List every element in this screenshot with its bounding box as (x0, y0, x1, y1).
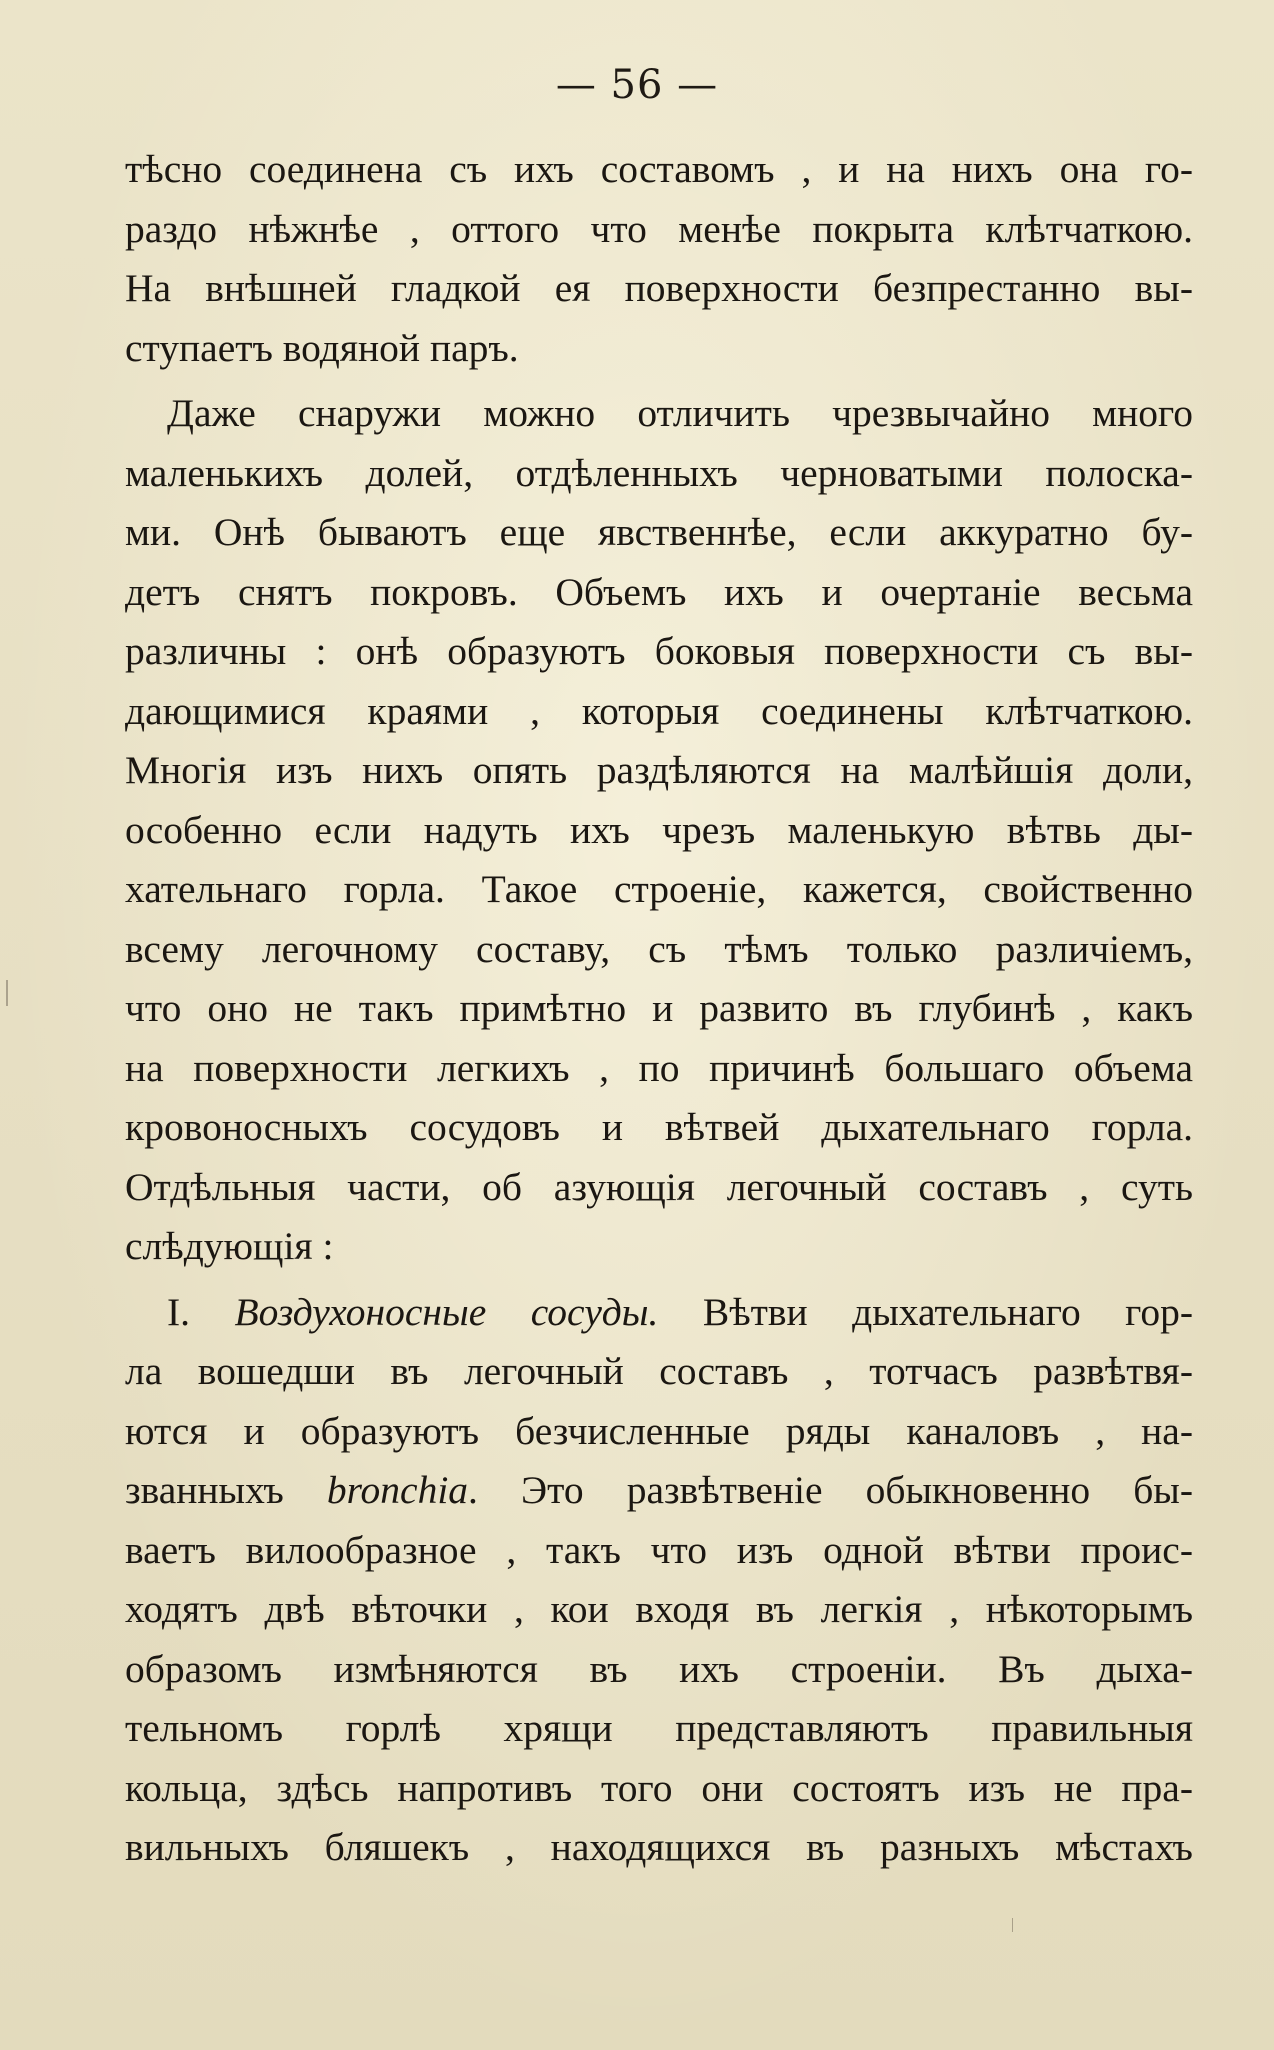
text-line: Даже снаружи можно отличить чрезвычайно много (167, 391, 1193, 435)
text-line: детъ снятъ покровъ. Объемъ ихъ и очертаніе весьма (125, 569, 1193, 614)
text-line: слѣдующія : (125, 1224, 334, 1268)
text-fragment: званныхъ (125, 1468, 284, 1512)
body-text (125, 140, 1193, 1878)
text-line (125, 1283, 1193, 1343)
section-numeral: I. (167, 1289, 191, 1334)
text-line: вильныхъ бляшекъ , находящихся въ разныхъ мѣстахъ (125, 1825, 1193, 1869)
text-line: особенно если надуть ихъ чрезъ маленькую вѣтвь ды- (125, 807, 1193, 852)
text-line: На внѣшней гладкой ея поверхности безпрестанно вы- (125, 266, 1193, 310)
text-line: ступаетъ водяной паръ. (125, 325, 519, 370)
text-line (125, 1461, 1193, 1521)
text-line: на поверхности легкихъ , по причинѣ большаго объема (125, 1045, 1193, 1090)
text-fragment: . Это развѣтвеніе обыкновенно бы- (468, 1468, 1193, 1512)
section-heading: Воздухоносные сосуды. (234, 1289, 659, 1334)
paragraph-1 (125, 140, 1193, 378)
text-line: ла вошедши въ легочный составъ , тотчасъ развѣтвя- (125, 1349, 1193, 1393)
text-line: Отдѣльныя части, об азующія легочный составъ , суть (125, 1164, 1193, 1209)
text-line: различны : онѣ образуютъ боковыя поверхности съ вы- (125, 629, 1193, 673)
text-line: образомъ измѣняются въ ихъ строеніи. Въ дыха- (125, 1646, 1193, 1691)
text-line: ми. Онѣ бываютъ еще явственнѣе, если аккуратно бу- (125, 510, 1193, 554)
latin-term: bronchia (326, 1468, 469, 1512)
text-line: что оно не такъ примѣтно и развито въ глубинѣ , какъ (125, 986, 1193, 1030)
paragraph-3 (125, 1283, 1193, 1878)
text-line: всему легочному составу, съ тѣмъ только различіемъ, (125, 926, 1193, 971)
text-line: хательнаго горла. Такое строеніе, кажется, свойственно (125, 867, 1193, 911)
paper-mark (1012, 1918, 1013, 1932)
text-line: маленькихъ долей, отдѣленныхъ черноватыми полоска- (125, 450, 1193, 495)
text-line: раздо нѣжнѣе , оттого что менѣе покрыта клѣтчаткою. (125, 206, 1193, 251)
text-fragment: Вѣтви дыхательнаго гор- (702, 1289, 1194, 1334)
page-number: — 56 — (555, 62, 719, 108)
text-line: ваетъ вилообразное , такъ что изъ одной вѣтви проис- (125, 1527, 1193, 1572)
text-line: тельномъ горлѣ хрящи представляютъ правильныя (125, 1706, 1193, 1750)
text-line: тѣсно соединена съ ихъ составомъ , и на нихъ она го- (125, 147, 1193, 191)
paragraph-2 (125, 384, 1193, 1277)
paper-mark (6, 980, 8, 1006)
text-line: ются и образуютъ безчисленные ряды каналовъ , на- (125, 1408, 1193, 1453)
text-line: дающимися краями , которыя соединены клѣтчаткою. (125, 688, 1193, 733)
text-line: кровоносныхъ сосудовъ и вѣтвей дыхательнаго горла. (125, 1105, 1193, 1149)
text-line: кольца, здѣсь напротивъ того они состоятъ изъ не пра- (125, 1765, 1193, 1810)
text-line: Многія изъ нихъ опять раздѣляются на малѣйшія доли, (125, 748, 1193, 792)
text-line: ходятъ двѣ вѣточки , кои входя въ легкія , нѣкоторымъ (125, 1587, 1193, 1631)
